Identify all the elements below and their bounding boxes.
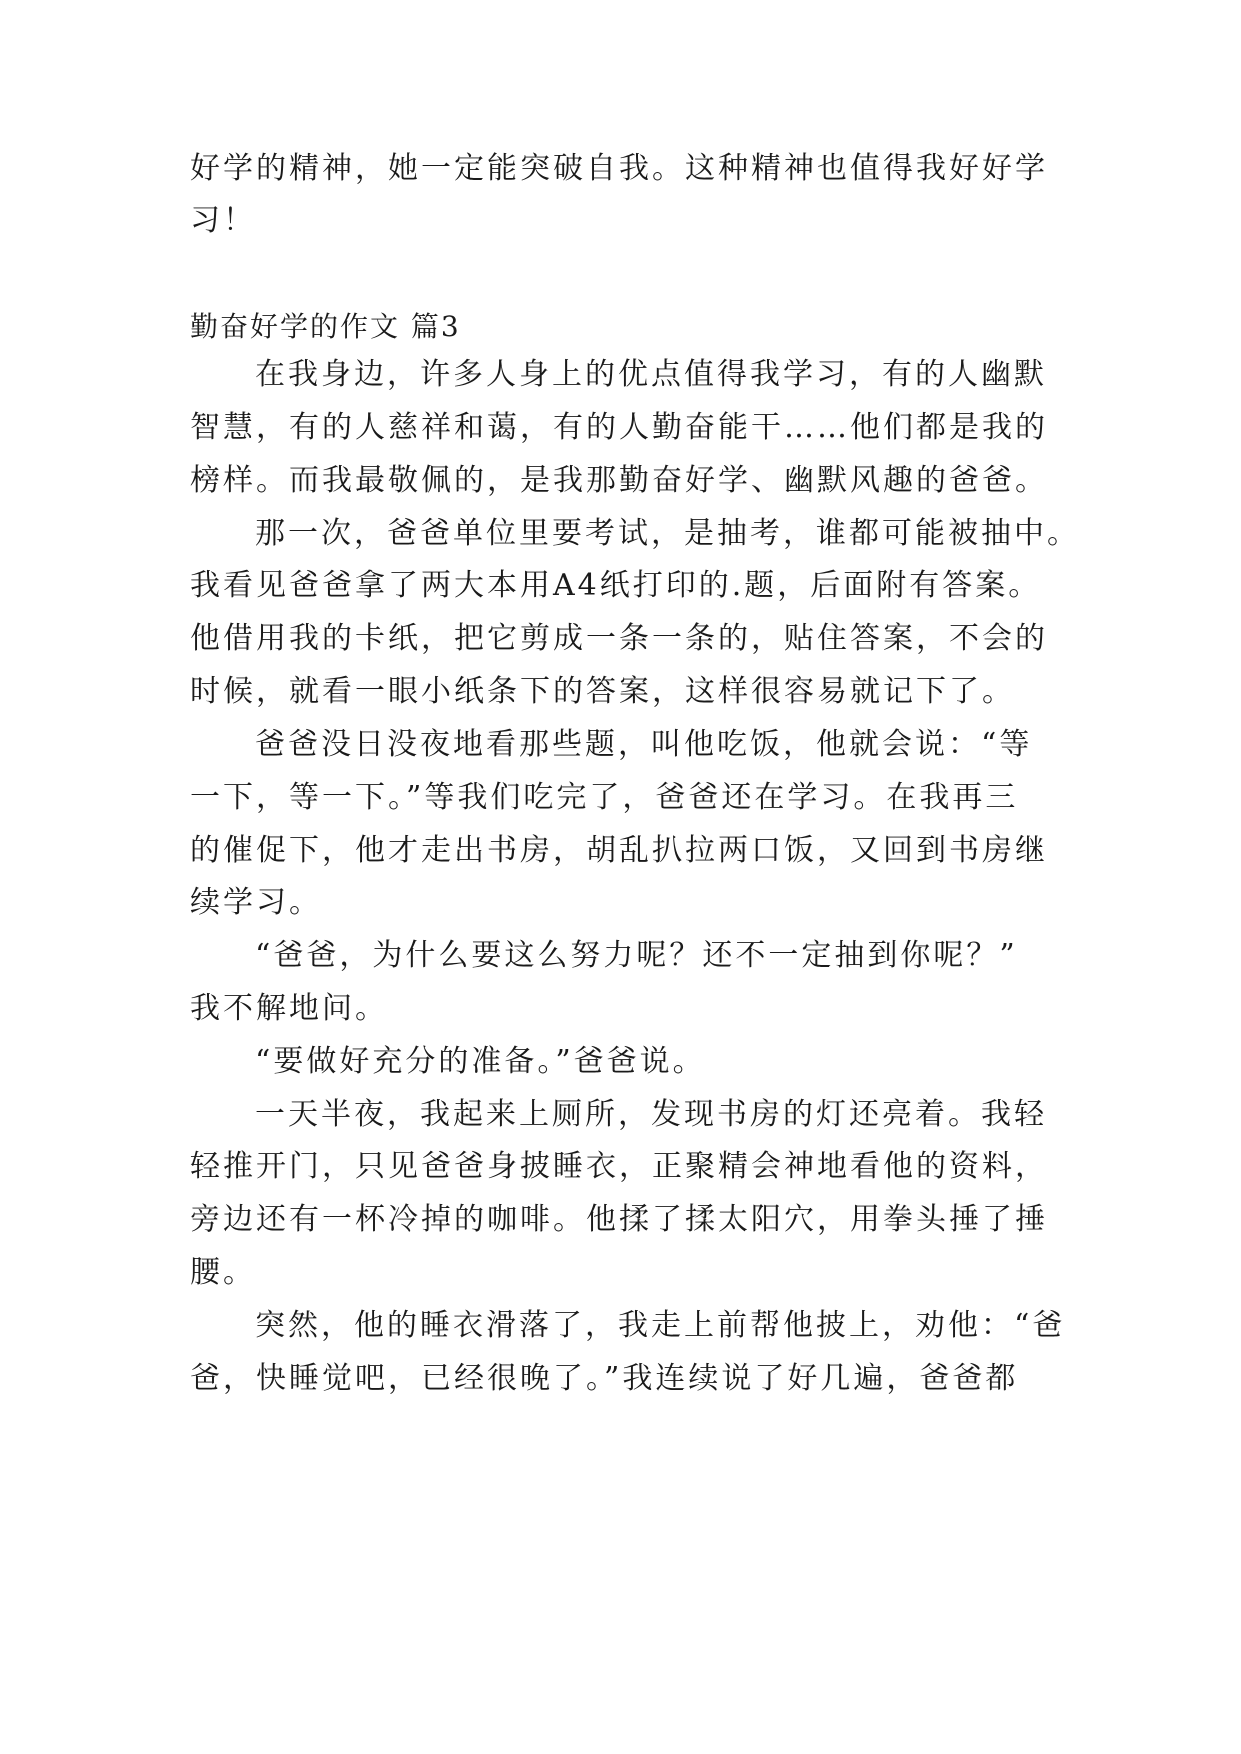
text-line: 的催促下，他才走出书房，胡乱扒拉两口饭，又回到书房继 [190, 833, 1048, 868]
text-line: 腰。 [190, 1255, 256, 1290]
paragraph-first-line: 爸爸没日没夜地看那些题，叫他吃饭，他就会说：“等 [255, 727, 1033, 762]
text-line: 智慧，有的人慈祥和蔼，有的人勤奋能干……他们都是我的 [190, 410, 1048, 445]
paragraph-first-line: 在我身边，许多人身上的优点值得我学习，有的人幽默 [255, 357, 1047, 392]
text-line: 我不解地问。 [190, 991, 388, 1026]
text-line: 续学习。 [190, 885, 322, 920]
paragraph-first-line: 突然，他的睡衣滑落了，我走上前帮他披上，劝他：“爸 [255, 1308, 1066, 1343]
text-line: 时候，就看一眼小纸条下的答案，这样很容易就记下了。 [190, 674, 1015, 709]
paragraph-first-line: “爸爸，为什么要这么努力呢？还不一定抽到你呢？” [255, 938, 1018, 973]
text-line: 榜样。而我最敬佩的，是我那勤奋好学、幽默风趣的爸爸。 [190, 463, 1048, 498]
paragraph-first-line: 那一次，爸爸单位里要考试，是抽考，谁都可能被抽中。 [255, 516, 1080, 551]
text-line: 习！ [190, 203, 256, 238]
text-line: 爸，快睡觉吧，已经很晚了。”我连续说了好几遍，爸爸都 [190, 1361, 1019, 1396]
text-line: 轻推开门，只见爸爸身披睡衣，正聚精会神地看他的资料， [190, 1149, 1048, 1184]
paragraph-first-line: “要做好充分的准备。”爸爸说。 [255, 1044, 706, 1079]
text-line: 一下，等一下。”等我们吃完了，爸爸还在学习。在我再三 [190, 780, 1019, 815]
text-line: 旁边还有一杯冷掉的咖啡。他揉了揉太阳穴，用拳头捶了捶 [190, 1202, 1048, 1237]
section-title: 勤奋好学的作文 篇3 [190, 310, 461, 343]
text-line: 我看见爸爸拿了两大本用A4纸打印的.题，后面附有答案。 [190, 568, 1042, 603]
paragraph-first-line: 一天半夜，我起来上厕所，发现书房的灯还亮着。我轻 [255, 1097, 1047, 1132]
text-line: 好学的精神，她一定能突破自我。这种精神也值得我好好学 [190, 151, 1048, 186]
text-line: 他借用我的卡纸，把它剪成一条一条的，贴住答案，不会的 [190, 621, 1048, 656]
